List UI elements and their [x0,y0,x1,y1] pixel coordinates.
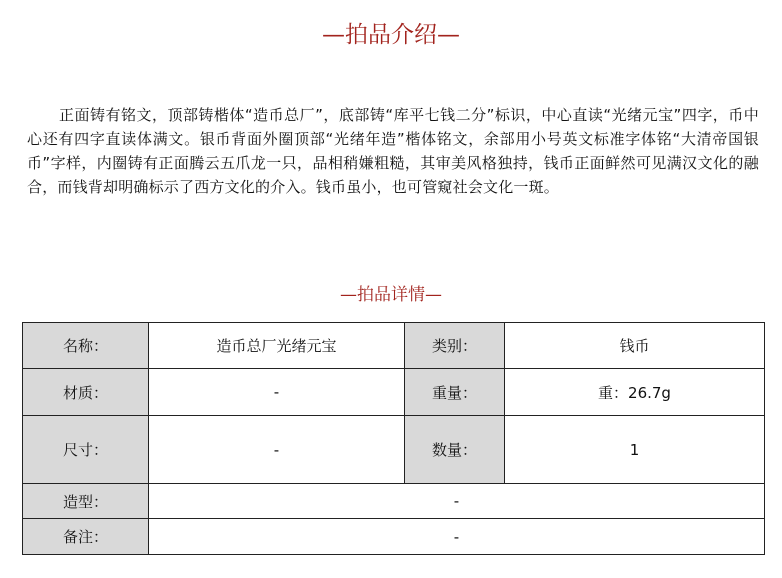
quantity-value: 1 [505,416,765,484]
intro-section-title: —拍品介绍— [322,22,460,48]
shape-value: - [149,484,765,519]
weight-value: 重：26.7g [505,369,765,416]
remarks-label: 备注： [23,519,149,555]
table-row [23,369,765,416]
table-row [23,323,765,369]
name-label: 名称： [23,323,149,369]
size-value: - [149,416,405,484]
table-row [23,484,765,519]
category-value: 钱币 [505,323,765,369]
size-label: 尺寸： [23,416,149,484]
details-table [22,322,765,555]
category-label: 类别： [405,323,505,369]
weight-label: 重量： [405,369,505,416]
table-row [23,519,765,555]
shape-label: 造型： [23,484,149,519]
name-value: 造币总厂光绪元宝 [149,323,405,369]
remarks-value: - [149,519,765,555]
material-value: - [149,369,405,416]
details-section-title: —拍品详情— [340,285,442,305]
intro-paragraph: 正面铸有铭文，顶部铸楷体“造币总厂”，底部铸“库平七钱二分”标识，中心直读“光绪元宝”四字，币中心还有四字直读体满文。银币背面外圈顶部“光绪年造”楷体铭文，余部用小号英文标准字体铭“大清帝国银币”字样，内圈铸有正面腾云五爪龙一只，品相稍嫌粗糙，其审美风格独持，钱币正面鲜然可见满汉文化的融合，而钱背却明确标示了西方文化的介入。钱币虽小，也可管窥社会文化一斑。 [27,106,759,196]
table-row [23,416,765,484]
quantity-label: 数量： [405,416,505,484]
material-label: 材质： [23,369,149,416]
